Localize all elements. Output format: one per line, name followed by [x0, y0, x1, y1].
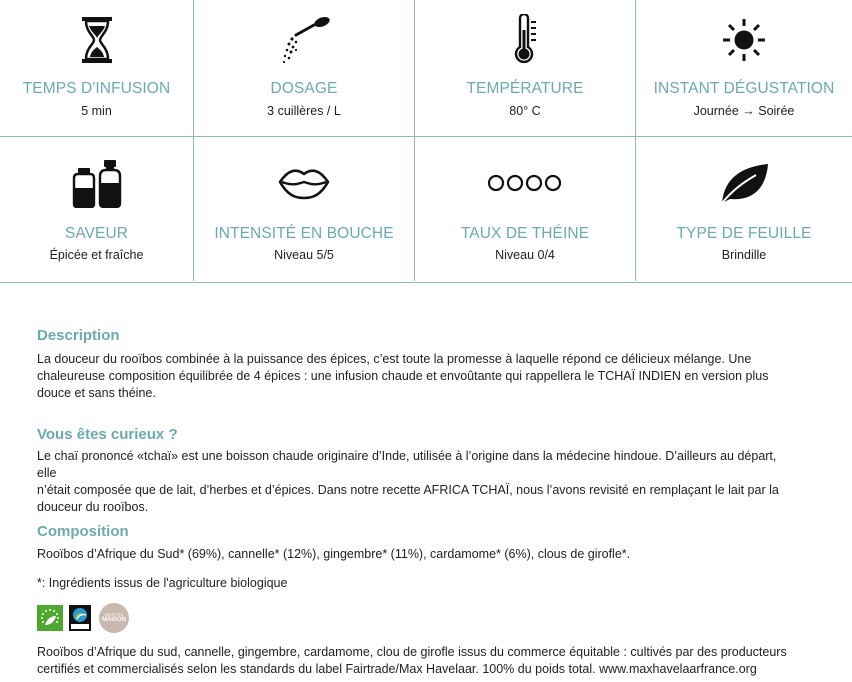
attribute-theine	[415, 137, 636, 281]
sun-icon	[636, 14, 852, 66]
text-line: douce et sans théine.	[37, 386, 156, 400]
attribute-label: TAUX DE THÉINE	[460, 225, 590, 242]
description-heading: Description	[37, 327, 120, 344]
recette-maison-badge	[99, 603, 129, 633]
attribute-value: Niveau 5/5	[274, 248, 334, 262]
text-line: chaleureuse composition équilibrée de 4 épices : une infusion chaude et envoûtante qui rappellera le TCHAÏ INDIEN en version plus	[37, 369, 769, 383]
hourglass-icon	[0, 14, 193, 66]
attribute-value: Niveau 0/4	[495, 248, 555, 262]
attribute-value: Brindille	[721, 248, 767, 262]
thermometer-icon	[415, 14, 635, 66]
attribute-intensity	[194, 137, 415, 281]
attribute-label: DOSAGE	[270, 80, 338, 97]
attribute-label: SAVEUR	[64, 225, 129, 242]
text-line: La douceur du rooïbos combinée à la puissance des épices, c’est toute la promesse à laquelle répond ce délicieux mélange. Une	[37, 352, 752, 366]
fairtrade-text	[37, 644, 797, 678]
attribute-value: Journée → Soirée	[693, 104, 795, 118]
leaf-icon	[636, 157, 852, 209]
text-line: certifiés et commercialisés selon les standards du label Fairtrade/Max Havelaar. 100% du poids total. www.maxhavelaarfrance.org	[37, 662, 757, 676]
curious-heading: Vous êtes curieux ?	[37, 426, 178, 443]
description-text	[37, 351, 797, 402]
text-line: douceur du rooïbos.	[37, 500, 149, 514]
attribute-value: 3 cuillères / L	[267, 104, 341, 118]
attribute-label: INTENSITÉ EN BOUCHE	[214, 225, 394, 242]
text-line: Le chaï prononcé «tchaï» est une boisson chaude originaire d’Inde, utilisée à l’origine dans la médecine hindoue. D’ailleurs au départ, elle	[37, 449, 777, 480]
attribute-leaf-type	[636, 137, 852, 281]
attribute-value: Épicée et fraîche	[49, 248, 144, 262]
certification-logos	[37, 603, 129, 633]
composition-heading: Composition	[37, 523, 129, 540]
attribute-label: TEMPS D'INFUSION	[22, 80, 171, 97]
organic-note: *: Ingrédients issus de l'agriculture biologique	[37, 576, 288, 590]
theine-circles-icon	[415, 157, 635, 209]
attribute-infusion-time	[0, 0, 194, 137]
ingredients-text: Rooïbos d’Afrique du Sud* (69%), cannelle* (12%), gingembre* (11%), cardamome* (6%), clous de girofle*.	[37, 547, 631, 561]
lips-icon	[194, 157, 414, 209]
tea-attributes-grid	[0, 0, 852, 283]
fairtrade-logo-icon	[69, 605, 91, 631]
curious-text	[37, 448, 797, 516]
badge-text-top: RECETTE	[104, 612, 124, 617]
attribute-dosage	[194, 0, 415, 137]
spice-jars-icon	[0, 157, 193, 209]
attribute-value: 5 min	[81, 104, 112, 118]
attribute-label: INSTANT DÉGUSTATION	[653, 80, 835, 97]
attribute-value: 80° C	[509, 104, 541, 118]
eu-organic-logo-icon	[37, 605, 63, 631]
attribute-label: TEMPÉRATURE	[466, 80, 584, 97]
spoon-icon	[194, 14, 414, 66]
attribute-flavor	[0, 137, 194, 281]
badge-text-bottom: MAISON	[102, 617, 126, 623]
attribute-tasting-moment	[636, 0, 852, 137]
attribute-label: TYPE DE FEUILLE	[676, 225, 812, 242]
text-line: n’était composée que de lait, d’herbes et d’épices. Dans notre recette AFRICA TCHAÏ, nous l’avons revisité en remplaçant le lait par la	[37, 483, 779, 497]
text-line: Rooïbos d’Afrique du sud, cannelle, gingembre, cardamome, clou de girofle issus du commerce équitable : cultivés par des producteurs	[37, 645, 787, 659]
attribute-temperature	[415, 0, 636, 137]
